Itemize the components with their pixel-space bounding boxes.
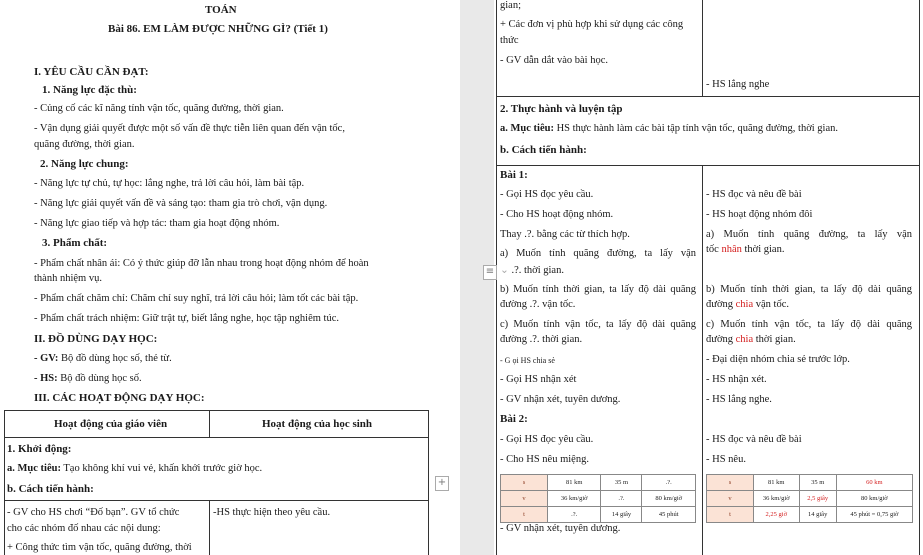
section-objectives: I. YÊU CẦU CẦN ĐẠT: [34,66,149,78]
table-row [707,475,913,491]
table-cell: t [501,507,548,523]
table-cell: 36 km/giờ [754,491,800,507]
text-line: quãng đường, thời gian. [34,139,135,150]
text-line: cho các nhóm đố nhau các nội dung: [7,523,161,534]
dropdown-icon[interactable]: ⌄ [500,265,509,276]
table-cell: 36 km/giờ [548,491,601,507]
text-line: - Năng lực giao tiếp và hợp tác: tham gia hoạt động nhóm. [34,218,280,229]
text-line: - HS lắng nghe [706,79,770,90]
row-goal: a. Mục tiêu: Tạo không khí vui vẻ, khấn khởi trước giờ học. [7,463,263,474]
right-page [494,0,923,555]
text-line: thành nhiệm vụ. [34,273,102,284]
table-cell: 35 m [799,475,836,491]
text-line: Thay .?. bằng các từ thích hợp. [500,229,630,240]
text-line: - GV nhận xét, tuyên dương. [500,394,621,405]
table-cell: 80 km/giờ [836,491,912,507]
text-line: đường .?. thời gian. [500,334,583,345]
table-cell: s [707,475,754,491]
header-teacher: Hoạt động của giáo viên [54,418,168,430]
table-row [501,491,696,507]
table-cell: 45 phút [642,507,696,523]
text-line: - Gọi HS đọc yêu cầu. [500,189,594,200]
table-row [707,507,913,523]
table-cell: 81 km [754,475,800,491]
text-line: thức [500,35,519,46]
text-line: - Phẩm chất nhân ái: Có ý thức giúp đỡ lẫn nhau trong hoạt động nhóm để hoàn [34,258,369,269]
text-line: tốc nhân thời gian. [706,244,785,255]
table-cell: .?. [642,475,696,491]
text-line: a) Muốn tính quãng đường, ta lấy vận [500,248,696,259]
table-cell: 81 km [548,475,601,491]
table-cell: 14 giây [799,507,836,523]
table-cell: 2,5 giây [799,491,836,507]
row-method: b. Cách tiến hành: [7,483,94,495]
comment-icon[interactable]: ≡ [483,265,497,280]
left-page [0,0,460,555]
header-student: Hoạt động của học sinh [262,418,373,430]
table-cell: 45 phút = 0,75 giờ [836,507,912,523]
text-line: - Gọi HS đọc yêu cầu. [500,434,594,445]
row-warmup: 1. Khởi động: [7,443,72,455]
table-cell: t [707,507,754,523]
sub-general: 2. Năng lực chung: [40,158,129,170]
table-row [501,507,696,523]
exercise-1: Bài 1: [500,169,528,181]
text-line: - HS nhận xét. [706,374,767,385]
table-cell: .?. [548,507,601,523]
subject-heading: TOÁN [205,4,237,16]
table-cell: 60 km [836,475,912,491]
text-line: - Năng lực tự chủ, tự học: lắng nghe, trả lời câu hỏi, làm bài tập. [34,178,305,189]
text-line: - HS đọc và nêu đề bài [706,189,802,200]
table-cell: .?. [601,491,642,507]
text-line: -HS thực hiện theo yêu cầu. [213,507,331,518]
text-line: đường chia vận tốc. [706,299,789,310]
text-line: gian; [500,0,521,11]
section-materials: II. ĐỒ DÙNG DẠY HỌC: [34,333,158,345]
hs-materials: - HS: Bộ đồ dùng học số. [34,373,142,384]
table-cell: v [501,491,548,507]
text-line: - Năng lực giải quyết vấn đề và sáng tạo: tham gia trò chơi, vận dụng. [34,198,328,209]
text-line: - GV dẫn dắt vào bài học. [500,55,608,66]
text-line: - Đại diện nhóm chia sẻ trước lớp. [706,354,850,365]
table-cell: v [707,491,754,507]
text-line: - GV nhận xét, tuyên dương. [500,523,621,534]
table-row [501,475,696,491]
text-line: đường .?. vận tốc. [500,299,576,310]
table-cell: 14 giây [601,507,642,523]
exercise-2: Bài 2: [500,413,528,425]
text-line: - HS nêu. [706,454,746,465]
text-line: + Các đơn vị phù hợp khi sử dụng các công [500,19,684,30]
sub-specific: 1. Năng lực đặc thù: [42,84,137,96]
table-cell: 80 km/giờ [642,491,696,507]
text-line: a) Muốn tính quãng đường, ta lấy vận [706,229,912,240]
text-line: c) Muốn tính vận tốc, ta lấy độ dài quãng [500,319,696,330]
table-cell: 35 m [601,475,642,491]
practice-method: b. Cách tiến hành: [500,144,587,156]
add-row-button[interactable]: + [435,476,449,491]
exercise2-table [500,474,696,523]
text-line: - G ọi HS chia sẻ [500,356,555,365]
text-line: - Vận dụng giải quyết được một số vấn đề thực tiễn liên quan đến vận tốc, [34,123,345,134]
exercise2-answer-table [706,474,913,523]
text-line: - Cho HS nêu miệng. [500,454,589,465]
table-row [707,491,913,507]
text-line: - HS hoạt động nhóm đôi [706,209,813,220]
text-line: - GV cho HS chơi “Đố bạn”. GV tổ chức [7,507,180,518]
text-line: ⌄ .?. thời gian. [500,265,564,276]
text-line: b) Muốn tính thời gian, ta lấy độ dài quãng [706,284,912,295]
section-practice: 2. Thực hành và luyện tập [500,103,623,115]
text-line: đường chia thời gian. [706,334,796,345]
section-activities: III. CÁC HOẠT ĐỘNG DẠY HỌC: [34,392,205,404]
table-cell: 2,25 giờ [754,507,800,523]
text-line: - HS đọc và nêu đề bài [706,434,802,445]
text-line: - Củng cố các kĩ năng tính vận tốc, quãng đường, thời gian. [34,103,284,114]
text-line: - Phẩm chất chăm chỉ: Chăm chỉ suy nghĩ, trả lời câu hỏi; làm tốt các bài tập. [34,293,359,304]
lesson-title: Bài 86. EM LÀM ĐƯỢC NHỮNG GÌ? (Tiết 1) [108,23,328,35]
practice-goal: a. Mục tiêu: HS thực hành làm các bài tập tính vận tốc, quãng đường, thời gian. [500,123,839,134]
text-line: b) Muốn tính thời gian, ta lấy độ dài quãng [500,284,696,295]
text-line: - HS lắng nghe. [706,394,772,405]
text-line: - Gọi HS nhận xét [500,374,577,385]
text-line: - Phẩm chất trách nhiệm: Giữ trật tự, biết lắng nghe, học tập nghiêm túc. [34,313,340,324]
text-line: c) Muốn tính vận tốc, ta lấy độ dài quãng [706,319,912,330]
gv-materials: - GV: Bộ đồ dùng học số, thẻ từ. [34,353,172,364]
text-line: + Công thức tìm vận tốc, quãng đường, thời [7,542,192,553]
table-cell: s [501,475,548,491]
text-line: - Cho HS hoạt động nhóm. [500,209,614,220]
sub-qualities: 3. Phẩm chất: [42,237,108,249]
